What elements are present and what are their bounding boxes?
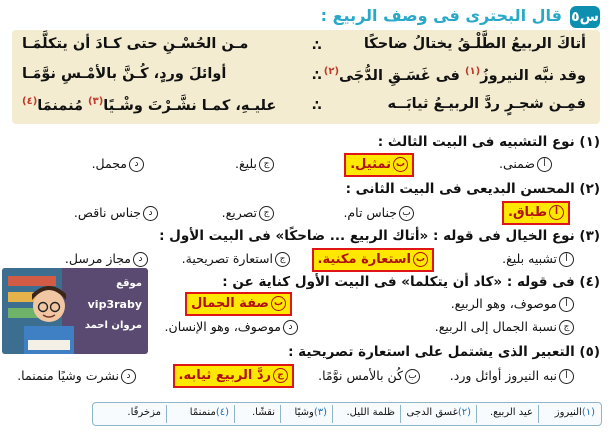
q1-option-b-selected[interactable]: بتمثيل. (344, 153, 414, 177)
footnote-divider (234, 405, 235, 423)
footnote-2-term: (٢)غسق الدجى (406, 407, 471, 418)
footnote-3-term: (٣)وشيًا (294, 407, 327, 418)
poem-box (12, 30, 600, 124)
q2-option-b[interactable]: بجناس تام. (343, 205, 414, 221)
q3-option-c[interactable]: جاستعارة تصريحية. (182, 251, 290, 267)
footnote-2-meaning: ظلمة الليل. (346, 407, 395, 418)
q1-option-a[interactable]: أضمنى. (499, 156, 552, 172)
question-1-stem: (١) نوع التشبيه فى البيت الثالث : (377, 134, 600, 150)
verse-1-right: أتاكَ الربيعُ الطَّلْـقُ يختالُ ضاحكًا (363, 36, 586, 52)
q1-option-d[interactable]: دمجمل. (92, 156, 144, 172)
footnotes-bar (92, 402, 602, 426)
footnote-divider (476, 405, 477, 423)
watermark-author: مروان احمد (84, 320, 142, 331)
q2-option-c[interactable]: جتصريع. (222, 205, 274, 221)
q2-option-d[interactable]: دجناس ناقص. (74, 205, 158, 221)
q1-option-c[interactable]: جبليغ. (235, 156, 274, 172)
watermark-site-label: موقع (116, 278, 142, 289)
verse-2-left: أوائلَ وردٍ، كُـنَّ بالأمْـسِ نوَّمَـا (22, 66, 227, 82)
letter-a-icon: أ (559, 297, 574, 312)
letter-a-icon: أ (549, 205, 564, 220)
letter-b-icon: ب (413, 252, 428, 267)
footnote-divider (332, 405, 333, 423)
footnote-divider (400, 405, 401, 423)
q3-option-a[interactable]: أتشبيه بليغ. (502, 251, 574, 267)
footnote-1-term: (١)النيروز (554, 407, 595, 418)
verse-2-right: وقد نبَّه النيروزُ$^{(١)}$ فى غَسَـقِ الدُّجَى$^{(٢)}$ (323, 66, 586, 84)
verse-separator: ∴ (312, 38, 322, 54)
q4-option-a[interactable]: أموصوف، وهو الربيع. (451, 296, 574, 312)
question-2-stem: (٢) المحسن البديعى فى البيت الثانى : (345, 181, 600, 197)
question-3-stem: (٣) نوع الخيال فى قوله : «أتاك الربيع ... ضاحكًا» فى البيت الأول : (159, 228, 600, 244)
verse-1-left: مـن الحُسْـنِ حتى كـادَ أن يتكلَّمَـا (22, 36, 249, 52)
footnote-3-meaning: نقشًا. (252, 407, 275, 418)
q3-option-b-selected[interactable]: باستعارة مكنية. (312, 248, 435, 272)
letter-d-icon: د (143, 206, 158, 221)
letter-c-icon: ج (275, 252, 290, 267)
verse-3-left: عليـهِ، كمـا نشَّـرْتَ وشْـيًا$^{(٣)}$ مُنمنمَا$^{(٤)}$ (22, 96, 277, 114)
letter-d-icon: د (121, 369, 136, 384)
letter-b-icon: ب (271, 296, 286, 311)
q4-option-d[interactable]: دموصوف، وهو الإنسان. (165, 319, 298, 335)
letter-c-icon: ج (273, 368, 288, 383)
section-title: قال البحترى فى وصف الربيع : (320, 6, 562, 25)
letter-d-icon: د (129, 157, 144, 172)
verse-3-right: فمِـن شجـرٍ ردَّ الربيـعُ ثيابَــه (387, 96, 586, 112)
footnote-1-meaning: عيد الربيع. (489, 407, 533, 418)
watermark-image (2, 268, 148, 354)
question-5-stem: (٥) التعبير الذى يشتمل على استعارة تصريحية : (288, 344, 600, 360)
section-badge: س٥ (570, 6, 600, 28)
footnote-divider (166, 405, 167, 423)
letter-d-icon: د (133, 252, 148, 267)
student-avatar-icon (20, 278, 78, 354)
verse-separator: ∴ (312, 98, 322, 114)
letter-a-icon: أ (559, 252, 574, 267)
q5-option-d[interactable]: دنشرت وشيًا منمنما. (17, 368, 136, 384)
letter-a-icon: أ (537, 157, 552, 172)
letter-b-icon: ب (405, 369, 420, 384)
letter-d-icon: د (283, 320, 298, 335)
letter-b-icon: ب (399, 206, 414, 221)
letter-a-icon: أ (559, 369, 574, 384)
q5-option-a[interactable]: أنبه النيروز أوائل ورد. (450, 368, 574, 384)
q3-option-d[interactable]: دمجاز مرسل. (65, 251, 148, 267)
q4-option-c[interactable]: جنسبة الجمال إلى الربيع. (435, 319, 574, 335)
q5-option-c-selected[interactable]: جردَّ الربيع ثيابه. (173, 364, 294, 388)
q4-option-b-selected[interactable]: بصفة الجمال (185, 292, 292, 316)
verse-separator: ∴ (312, 68, 322, 84)
q2-option-a-selected[interactable]: أطباق. (502, 201, 570, 225)
letter-c-icon: ج (559, 320, 574, 335)
letter-c-icon: ج (259, 157, 274, 172)
footnote-4-term: (٤)منمنمًا (189, 407, 229, 418)
watermark-site-name: vip3raby (87, 298, 142, 311)
footnote-divider (538, 405, 539, 423)
q5-option-b[interactable]: بكُن بالأمس نوَّمًا. (318, 368, 420, 384)
letter-c-icon: ج (259, 206, 274, 221)
letter-b-icon: ب (393, 157, 408, 172)
footnote-4-meaning: مزخرفًا. (127, 407, 161, 418)
footnote-divider (280, 405, 281, 423)
question-4-stem: (٤) فى قوله : «كاد أن يتكلما» فى البيت الأول كناية عن : (222, 274, 600, 290)
